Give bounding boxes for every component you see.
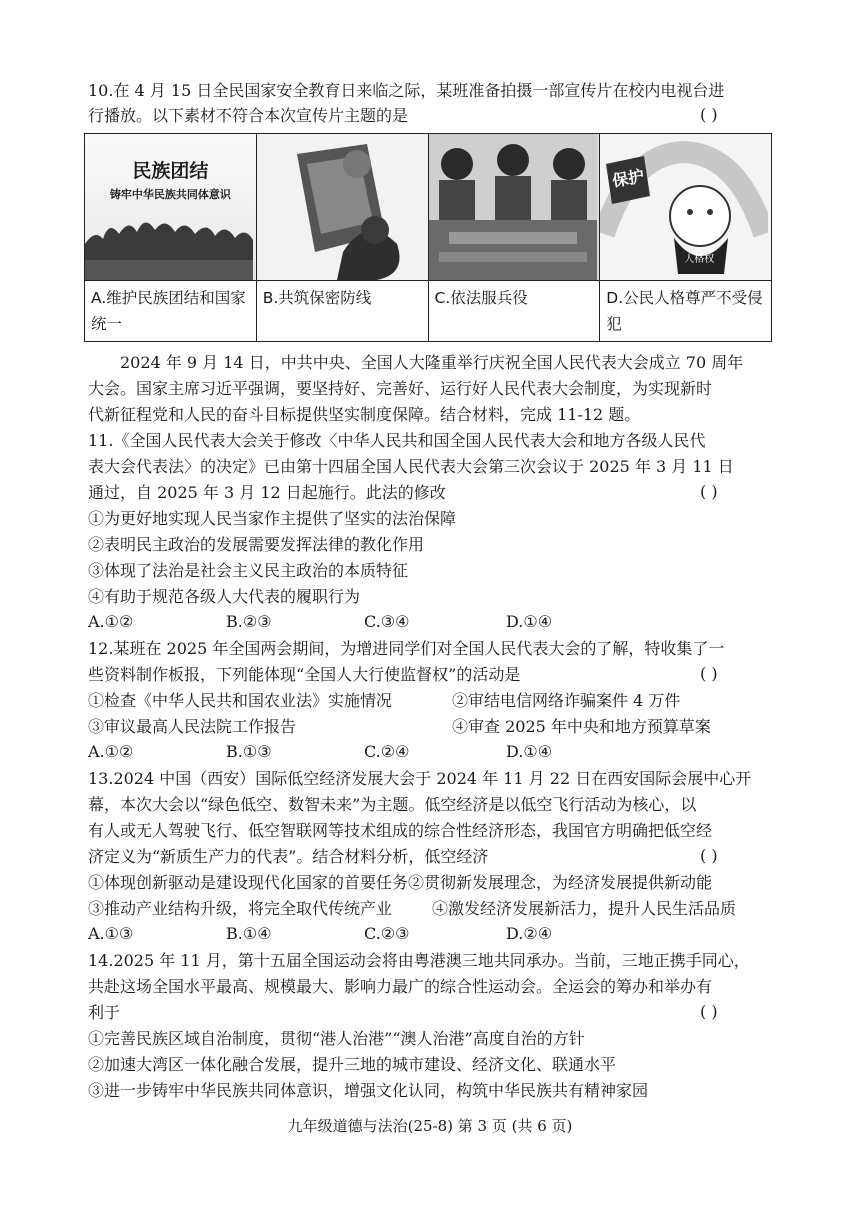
- ethnic-unity-title: 民族团结: [132, 160, 209, 182]
- q13-line3: 有人或无人驾驶飞行、低空智联网等技术组成的综合性经济形态，我国官方明确把低空经: [88, 821, 713, 840]
- q12-option-c: C.②④: [364, 742, 410, 761]
- q14-item-1: ①完善民族区域自治制度，贯彻“港人治港”“澳人治港”高度自治的方针: [88, 1029, 585, 1048]
- q13-option-b: B.①④: [226, 924, 272, 943]
- q12-item-4: ④审查 2025 年中央和地方预算草案: [452, 717, 711, 736]
- q12-line1: 12.某班在 2025 年全国两会期间，为增进同学们对全国人民代表大会的了解，特收集了一: [88, 639, 725, 658]
- ethnic-unity-image: [85, 134, 256, 280]
- q12-answer-paren: ( ): [700, 664, 718, 683]
- q14-item-3: ③进一步铸牢中华民族共同体意识，增强文化认同，构筑中华民族共有精神家园: [88, 1081, 649, 1100]
- q12-option-a: A.①②: [88, 742, 134, 761]
- q12-line2: 些资料制作板报，下列能体现“全国人大行使监督权”的活动是: [88, 665, 521, 684]
- q12-option-b: B.①③: [226, 742, 272, 761]
- q12-option-d: D.①④: [506, 742, 553, 761]
- protect-label: 保护: [611, 166, 646, 191]
- q14-line1: 14.2025 年 11 月，第十五届全国运动会将由粤港澳三地共同承办。当前，三地正携手同心，: [88, 951, 750, 970]
- material-line3: 代新征程党和人民的奋斗目标提供坚实制度保障。结合材料，完成 11-12 题。: [88, 405, 641, 424]
- q10-answer-paren: ( ): [700, 105, 718, 124]
- option-a-caption: A.维护民族团结和国家统一: [91, 289, 246, 333]
- q11-option-b: B.②③: [226, 612, 272, 631]
- q13-option-a: A.①③: [88, 924, 134, 943]
- q14-answer-paren: ( ): [700, 1002, 718, 1021]
- material-line2: 大会。国家主席习近平强调，要坚持好、完善好、运行好人民代表大会制度，为实现新时: [88, 379, 713, 398]
- q11-item-4: ④有助于规范各级人大代表的履职行为: [88, 587, 361, 606]
- q11-option-c: C.③④: [364, 612, 410, 631]
- q11-option-a: A.①②: [88, 612, 134, 631]
- q13-line1: 13.2024 中国（西安）国际低空经济发展大会于 2024 年 11 月 22 日在西安国际会展中心开: [88, 769, 752, 788]
- soldiers-icon: [429, 134, 597, 280]
- q12-item-1: ①检查《中华人民共和国农业法》实施情况: [88, 691, 393, 710]
- q14-line2: 共赴这场全国水平最高、规模最大、影响力最广的综合性运动会。全运会的筹办和举办有: [88, 977, 713, 996]
- q12-item-2: ②审结电信网络诈骗案件 4 万件: [452, 691, 681, 710]
- q14-item-2: ②加速大湾区一体化融合发展，提升三地的城市建设、经济文化、联通水平: [88, 1055, 617, 1074]
- option-c-caption: C.依法服兵役: [434, 289, 528, 307]
- q11-item-1: ①为更好地实现人民当家作主提供了坚实的法治保障: [88, 509, 457, 528]
- q11-item-2: ②表明民主政治的发展需要发挥法律的教化作用: [88, 535, 425, 554]
- q11-item-3: ③体现了法治是社会主义民主政治的本质特征: [88, 561, 409, 580]
- q13-items-row1: ①体现创新驱动是建设现代化国家的首要任务②贯彻新发展理念，为经济发展提供新动能: [88, 873, 713, 892]
- page-footer: 九年级道德与法治(25-8) 第 3 页 (共 6 页): [287, 1117, 573, 1135]
- q11-answer-paren: ( ): [700, 482, 718, 501]
- personality-right-label: 人格权: [684, 254, 715, 265]
- q13-line2: 幕，本次大会以“绿色低空、数智未来”为主题。低空经济是以低空飞行活动为核心，以: [88, 795, 697, 814]
- option-b-caption: B.共筑保密防线: [262, 289, 372, 307]
- q13-answer-paren: ( ): [700, 846, 718, 865]
- q13-item-4: ④激发经济发展新活力，提升人民生活品质: [432, 899, 737, 918]
- secret-document-icon: [257, 134, 425, 280]
- q13-line4: 济定义为“新质生产力的代表”。结合材料分析，低空经济: [88, 847, 489, 866]
- personal-dignity-image: [600, 134, 771, 280]
- q11-line3: 通过，自 2025 年 3 月 12 日起施行。此法的修改: [88, 483, 446, 502]
- q13-option-c: C.②③: [364, 924, 410, 943]
- q10-line2: 行播放。以下素材不符合本次宣传片主题的是: [88, 106, 409, 125]
- crowd-silhouette-icon: [85, 134, 253, 280]
- q11-line1: 11.《全国人民代表大会关于修改〈中华人民共和国全国人民代表大会和地方各级人民代: [88, 431, 706, 450]
- q12-item-3: ③审议最高人民法院工作报告: [88, 717, 297, 736]
- q10-line1: 10.在 4 月 15 日全民国家安全教育日来临之际，某班准备拍摄一部宣传片在校内电视台进: [88, 81, 725, 100]
- q13-item-3: ③推动产业结构升级，将完全取代传统产业: [88, 899, 393, 918]
- q14-line3: 利于: [88, 1003, 121, 1022]
- q13-option-d: D.②④: [506, 924, 553, 943]
- secrecy-protection-image: [257, 134, 428, 280]
- option-d-caption: D.公民人格尊严不受侵犯: [606, 289, 763, 333]
- material-line1: 2024 年 9 月 14 日，中共中央、全国人大隆重举行庆祝全国人民代表大会成立 70 周年: [120, 353, 744, 372]
- q11-line2: 表大会代表法〉的决定》已由第十四届全国人民代表大会第三次会议于 2025 年 3 月 11 日: [88, 457, 734, 476]
- ethnic-unity-subtitle: 铸牢中华民族共同体意识: [109, 188, 231, 201]
- q10-image-table: [84, 133, 772, 342]
- q11-option-d: D.①④: [506, 612, 553, 631]
- military-service-image: [429, 134, 600, 280]
